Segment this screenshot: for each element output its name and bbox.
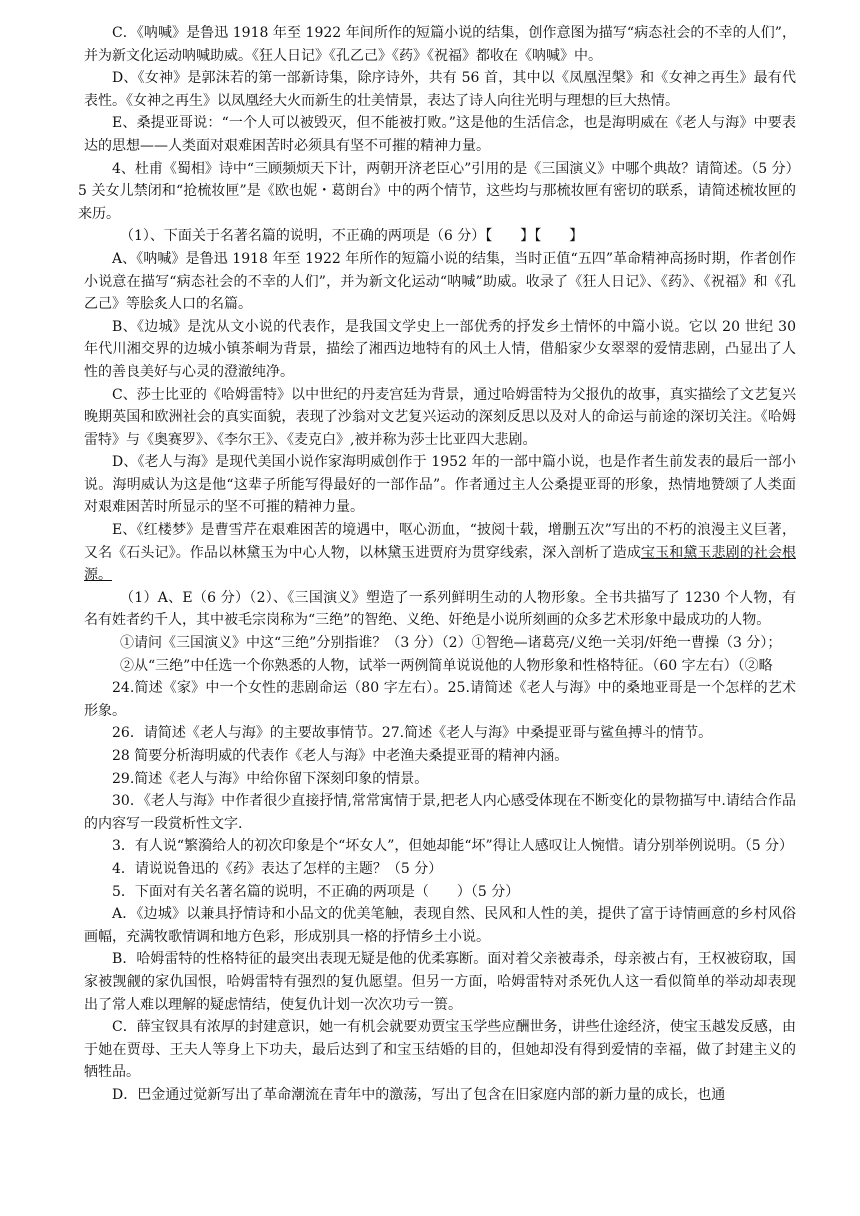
question-5-header: 5．下面对有关名著名篇的说明，不正确的两项是（ ）（5 分） bbox=[112, 883, 520, 900]
question-5-grandet: 5 关女儿禁闭和“抢梳妆匣”是《欧也妮・葛朗台》中的两个情节，这些均与那梳妆匣有密切的联系，请简述梳妆匣的来历。 bbox=[78, 183, 796, 222]
paragraph-e-santiago: E、桑提亚哥说：“一个人可以被毁灭，但不能被打败。”这是他的生活信念，也是海明威在《老人与海》中要表达的思想——人类面对艰难困苦时必须具有坚不可摧的精神力量。 bbox=[84, 115, 796, 154]
question-28: 28 简要分析海明威的代表作《老人与海》中老渔夫桑提亚哥的精神内涵。 bbox=[112, 748, 569, 764]
question-29: 29.简述《老人与海》中给你留下深刻印象的情景。 bbox=[112, 770, 429, 787]
paragraph-c-nahan: C．《呐喊》是鲁迅 1918 年至 1922 年间所作的短篇小说的结集，创作意图为描写“病态社会的不幸的人们”，并为新文化运动呐喊助威。《狂人日记》《孔乙己》《药》《祝福》都收在《呐喊》中。 bbox=[84, 25, 796, 64]
option-e-text: E、《红楼梦》是曹雪芹在艰难困苦的境遇中，呕心沥血，“披阅十载，增删五次”写出的不朽的浪漫主义巨著，又名《石头记》。作品以林黛玉为中心人物，以林黛玉进贾府为贯穿线索，深入剖析了造成 bbox=[84, 522, 796, 561]
option-a-nahan: A、《呐喊》是鲁迅 1918 年至 1922 年所作的短篇小说的结集，当时正值“五四”革命精神高扬时期，作者创作小说意在描写“病态社会的不幸的人们”，并为新文化运动“呐喊”助威。收录了《狂人日记》、《药》、《祝福》和《孔乙己》等脍炙人口的名篇。 bbox=[84, 250, 796, 313]
question-4-shuxiang: 4、杜甫《蜀相》诗中“三顾频烦天下计，两朝开济老臣心”引用的是《三国演义》中哪个典故？请简述。（5 分） bbox=[112, 160, 800, 177]
question-24-25: 24.简述《家》中一个女性的悲剧命运（80 字左右）。25.请简述《老人与海》中的桑地亚哥是一个怎样的艺术形象。 bbox=[84, 680, 796, 719]
question-3-fanyi: 3．有人说“繁漪给人的初次印象是个“坏女人”，但她却能“坏”得让人感叹让人惋惜。请分别举例说明。（5 分） bbox=[112, 838, 794, 855]
option-b-hamlet: B．哈姆雷特的性格特征的最突出表现无疑是他的优柔寡断。面对着父亲被毒杀，母亲被占有，王权被窃取，国家被觊觎的家仇国恨，哈姆雷特有强烈的复仇愿望。但另一方面，哈姆雷特对杀死仇人这一看似简单的举动却表现出了常人难以理解的疑虑情结，使复仇计划一次次功亏一篑。 bbox=[84, 951, 796, 1013]
option-a-biancheng: A．《边城》以兼具抒情诗和小品文的优美笔触，表现自然、民风和人性的美，提供了富于诗情画意的乡村风俗画幅，充满牧歌情调和地方色彩，形成别具一格的抒情乡土小说。 bbox=[84, 906, 796, 945]
question-30: 30．《老人与海》中作者很少直接抒情,常常寓情于景,把老人内心感受体现在不断变化的景物描写中.请结合作品的内容写一段赏析性文字. bbox=[84, 793, 796, 832]
option-b-biancheng: B、《边城》是沈从文小说的代表作，是我国文学史上一部优秀的抒发乡土情怀的中篇小说。它以 20 世纪 30 年代川湘交界的边城小镇茶峒为背景，描绘了湘西边地特有的风土人情，借船家少女翠翠的爱情悲剧，凸显出了人性的善良美好与心灵的澄澈纯净。 bbox=[84, 318, 796, 380]
option-c-baochai: C．薛宝钗具有浓厚的封建意识，她一有机会就要劝贾宝玉学些应酬世务，讲些仕途经济，使宝玉越发反感，由于她在贾母、王夫人等身上下功夫，最后达到了和宝玉结婚的目的，但她却没有得到爱情的幸福，做了封建主义的牺牲品。 bbox=[84, 1019, 796, 1081]
option-e-underlined-tail: 宝玉和黛玉悲剧的社会根源。 bbox=[84, 544, 796, 584]
option-d-old-man-sea: D、《老人与海》是现代美国小说作家海明威创作于 1952 年的一部中篇小说，也是作者生前发表的最后一部小说。海明威认为这是他“这辈子所能写得最好的一部作品”。作者通过主人公桑提亚哥的形象，热情地赞颂了人类面对艰难困苦时所显示的坚不可摧的精神力量。 bbox=[84, 454, 796, 516]
sub-question-1: ①请问《三国演义》中这“三绝”分别指谁？（3 分）（2）①智绝—诸葛亮/义绝一关羽/奸绝一曹操（3 分）； bbox=[120, 635, 782, 652]
sub-question-2: ②从“三绝”中任选一个你熟悉的人物，试举一两例简单说说他的人物形象和性格特征。（60 字左右）（②略 bbox=[120, 657, 773, 674]
question-26-27: 26．请简述《老人与海》的主要故事情节。27.简述《老人与海》中桑提亚哥与鲨鱼搏斗的情节。 bbox=[112, 725, 713, 742]
paragraph-d-nvshen: D、《女神》是郭沫若的第一部新诗集，除序诗外，共有 56 首，其中以《凤凰涅槃》和《女神之再生》最有代表性。《女神之再生》以凤凰经大火而新生的壮美情景，表达了诗人向往光明与理想的巨大热情。 bbox=[84, 70, 796, 109]
option-d-bajin: D．巴金通过觉新写出了革命潮流在青年中的激荡，写出了包含在旧家庭内部的新力量的成长，也通 bbox=[112, 1086, 726, 1103]
question-1-header: （1）、下面关于名著名篇的说明，不正确的两项是（6 分）【 】【 】 bbox=[120, 228, 584, 245]
answer-and-question-2: （1）A、E（6 分）（2）、《三国演义》塑造了一系列鲜明生动的人物形象。全书共描写了 1230 个人物，有名有姓者约千人，其中被毛宗岗称为“三绝”的智绝、义绝、奸绝是小说所刻画的众多艺术形象中最成功的人物。 bbox=[84, 589, 796, 629]
option-e-hongloumeng bbox=[84, 519, 796, 587]
option-c-hamlet: C、莎士比亚的《哈姆雷特》以中世纪的丹麦宫廷为背景，通过哈姆雷特为父报仇的故事，真实描绘了文艺复兴晚期英国和欧洲社会的真实面貌，表现了沙翁对文艺复兴运动的深刻反思以及对人的命运与前途的深切关注。《哈姆雷特》与《奥赛罗》、《李尔王》、《麦克白》,被并称为莎士比亚四大悲剧。 bbox=[84, 386, 796, 448]
question-4-yao: 4．请说说鲁迅的《药》表达了怎样的主题？（5 分） bbox=[112, 860, 443, 877]
